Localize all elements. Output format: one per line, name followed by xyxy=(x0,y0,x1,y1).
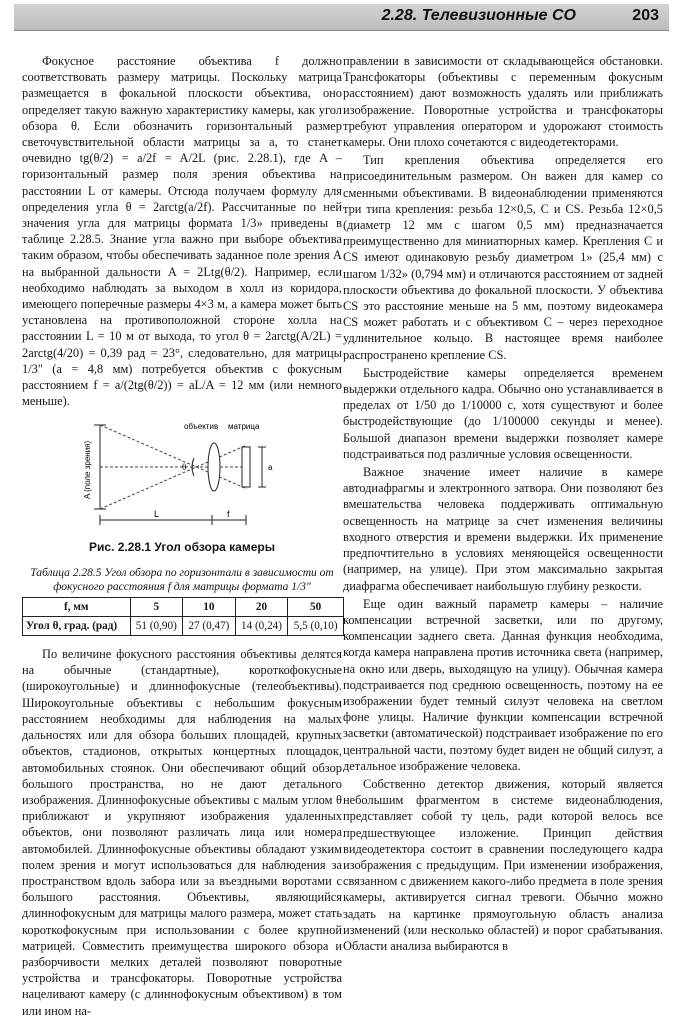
table-header-cell: 10 xyxy=(183,597,236,616)
table-header-cell: 20 xyxy=(235,597,288,616)
paragraph-mount-type: Тип крепления объектива определяется его присоединительным размером. Он важен для камер со сменными объективами. В видеонаблюдении применяются три типа крепления: резьба 12×0,5, C и CS. Резьба 12×0,5 (диаметр 12 мм с шагом 0,5 мм) предназначается преимущественно для миниатюрных камер. Крепления C и CS имеют одинаковую резьбу диаметром 1» (25,4 мм) с шагом 1/32» (0,794 мм) и отличаются расстоянием от задней плоскости объектива до фокальной плоскости. У объектива CS это расстояние меньше на 5 мм, поэтому видеокамера CS может работать и с объективом C – через переходное удлинительное кольцо. В настоящее время наиболее распространено крепление CS. xyxy=(343,153,663,362)
table-cell: 51 (0,90) xyxy=(130,616,183,635)
label-theta: θ xyxy=(182,462,187,473)
table-cell: 5,5 (0,10) xyxy=(288,616,344,635)
table-header-cell: 50 xyxy=(288,597,344,616)
paragraph-backlight: Еще один важный параметр камеры – наличие компенсации встречной засветки, или по другому, компенсации заднего света. Данная функция необходима, когда камера направлена против источника света (например, на окно или дверь, выходящую на улицу). Обычная камера подстраивается под среднюю освещенность, поэтому на ее изображении будет темный силуэт человека на светлом фоне улицы. Наличие функции компенсации встречной засветки (автоматической) подстраивает изображение по его центральной части, поэтому будет виден не общий силуэт, а детальное изображение человека. xyxy=(343,596,663,773)
matrix-shape xyxy=(242,447,250,487)
page-number: 203 xyxy=(632,7,659,24)
figure-caption: Рис. 2.28.1 Угол обзора камеры xyxy=(89,540,275,555)
table-caption: Таблица 2.28.5 Угол обзора по горизонтали в зависимости от фокусного расстояния f для матрицы формата 1/3" xyxy=(30,566,334,593)
left-column xyxy=(22,53,342,1019)
paragraph-shutter-speed: Быстродействие камеры определяется временем выдержки отдельного кадра. Обычно оно устанавливается в пределах от 1/50 до 1/10000 с, хотя существуют и более быстродействующие (до 1/100000 секунды и менее). Большой диапазон времени выдержки позволяет камере подстраиваться под различные условия освещенности. xyxy=(343,365,663,461)
view-angle-diagram xyxy=(22,417,342,537)
section-title: 2.28. Телевизионные СО xyxy=(381,7,576,24)
view-angle-table xyxy=(22,597,344,636)
page-header xyxy=(14,4,669,31)
table-cell: 27 (0,47) xyxy=(183,616,236,635)
table-row-label: Угол θ, град. (рад) xyxy=(23,616,131,635)
paragraph-continuation: правлении в зависимости от складывающейся обстановки. Трансфокаторы (объективы с переменным фокусным расстоянием) дают возможность удалять или приближать изображение. Поворотные устройства и трансфокаторы требуют управления оператором и удорожают стоимость камеры. Они плохо сочетаются с видеодетекторами. xyxy=(343,54,663,150)
table-header-cell: 5 xyxy=(130,597,183,616)
right-column xyxy=(343,53,663,954)
label-matrix: матрица xyxy=(228,422,260,432)
paragraph-lens-types: По величине фокусного расстояния объективы делятся на обычные (стандартные), короткофокусные (широкоугольные) и длиннофокусные (телеобъективы). Широкоугольные объективы с небольшим фокусным расстоянием необходимы для наблюдения на малых дальностях или для обзора больших площадей, крупных объектов, стадионов, открытых концертных площадок, автомобильных стоянок. Они обеспечивают общий обзор большого пространства, но не дают детального изображения. Длиннофокусные объективы с малым углом θ приближают и укрупняют изображения удаленных объектов, они позволяют различать лица или номера автомобилей. Длиннофокусные объективы обладают узким полем зрения и могут использоваться для наблюдения за пространством вдоль забора или за въездными воротами с большого расстояния. Объективы, являющийся длиннофокусным для матрицы малого размера, может стать короткофокусным при использовании с более крупной матрицей. Совместить преимущества широкого обзора и разборчивости мелких деталей позволяют поворотные устройства и трансфокаторы. Поворотные устройства нацеливают камеру (с длиннофокусным объективом) в том или ином на- xyxy=(22,647,342,1018)
table-cell: 14 (0,24) xyxy=(235,616,288,635)
table-header-row xyxy=(23,597,344,616)
label-a: a xyxy=(268,463,273,473)
label-f: f xyxy=(227,509,230,520)
paragraph-auto-iris: Важное значение имеет наличие в камере автодиафрагмы и электронного затвора. Они позволяют без вмешательства человека поддерживать оптимальную освещенность на матрице за счет изменения величины входного отверстия и времени выдержки. Их применение предпочтительно в условиях меняющейся освещенности (например, на улице). При этом максимально закрытая диафрагма обеспечивает наибольшую глубину резкости. xyxy=(343,465,663,593)
paragraph-focal-length: Фокусное расстояние объектива f должно соответствовать размеру матрицы. Поскольку матрица размещается в фокальной плоскости объектива, оно определяет такую важную характеристику камеры, как угол обзора θ. Если обозначить горизонтальный размер светочувствительной области матрицы за a, то станет очевидно tg(θ/2) = a/2f = A/2L (рис. 2.28.1), где A – горизонтальный размер поля зрения объектива на расстоянии L от камеры. Отсюда получаем формулу для определения угла θ = 2arctg(a/2f). Рассчитанные по ней значения угла для матрицы формата 1/3» приведены в таблице 2.28.5. Знание угла важно при выборе объектива таким образом, чтобы обеспечивать заданное поле зрения A на выбранной дальности A = 2Ltg(θ/2). Например, если необходимо наблюдать за выходом в холл из коридора, имеющего поперечные размеры 4×3 м, а камера может быть установлена на противоположной стороне холла на расстоянии L = 10 м от выхода, то угол θ = 2arctg(A/2L) = 2arctg(4/20) = 0,39 рад = 23°, следовательно, для матрицы 1/3" (a = 4,8 мм) потребуется объектив с фокусным расстоянием f = a/(2tg(θ/2)) = aL/A = 12 мм (или немного меньше). xyxy=(22,54,342,409)
table-header-label: f, мм xyxy=(23,597,131,616)
lens-shape xyxy=(208,443,220,491)
figure-view-angle xyxy=(22,417,342,537)
paragraph-motion-detector: Собственно детектор движения, который является небольшим фрагментом в системе видеонаблюдения, представляет собой ту цель, ради которой велось все предшествующее изложение. Принцип действия видеодетектора состоит в сравнении последующего кадра изображения с предыдущим. При изменении изображения, связанном с движением какого-либо предмета в поле зрения камеры, активируется сигнал тревоги. Обычно можно задать на картинке прямоугольную область анализа изменений (или несколько областей) и порог срабатывания. Области анализа выбираются в xyxy=(343,776,663,953)
label-lens: объектив xyxy=(184,422,219,432)
table-row xyxy=(23,616,344,635)
label-L: L xyxy=(154,509,160,520)
label-field: A (поле зрения) xyxy=(83,441,92,500)
